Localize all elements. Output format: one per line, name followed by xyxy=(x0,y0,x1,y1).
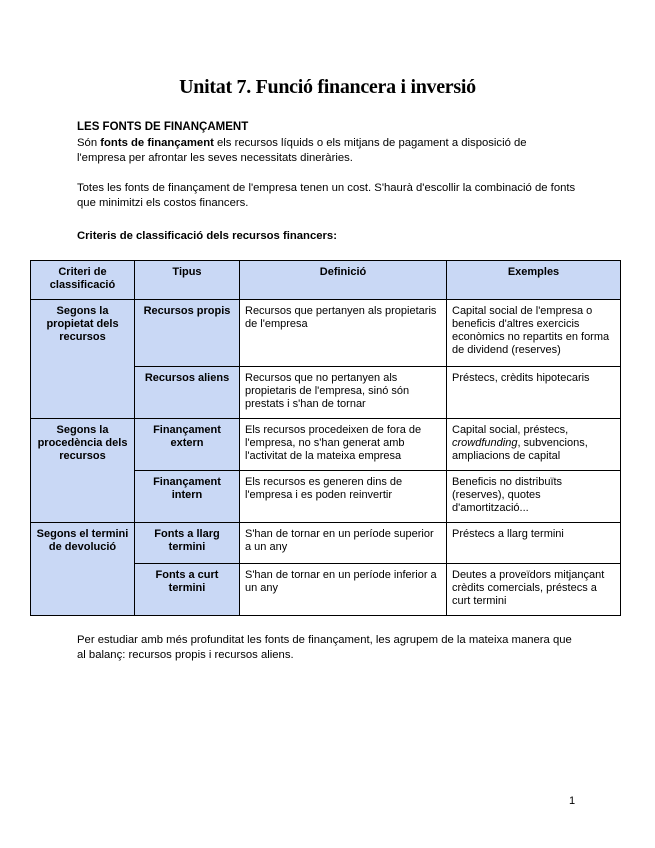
page-number: 1 xyxy=(569,795,576,807)
intro-bold-term: fonts de finançament xyxy=(100,137,214,149)
header-examples: Exemples xyxy=(447,261,621,300)
page-title: Unitat 7. Funció financera i inversió xyxy=(179,76,476,98)
example-text-pre: Capital social, préstecs, xyxy=(452,423,569,436)
definition-cell: Recursos que no pertanyen als propietaris de l'empresa, sinó són prestats i s'han de tornar xyxy=(240,366,447,418)
example-cell: Beneficis no distribuïts (reserves), quotes d'amortització... xyxy=(447,471,621,523)
closing-paragraph: Per estudiar amb més profunditat les fonts de finançament, les agrupem de la mateixa manera que al balanç: recursos propis i recursos aliens. xyxy=(77,634,572,661)
definition-cell: Els recursos es generen dins de l'empresa i es poden reinvertir xyxy=(240,471,447,523)
intro-paragraph xyxy=(77,136,577,166)
example-cell xyxy=(447,418,621,470)
definition-cell: S'han de tornar en un període inferior a un any xyxy=(240,563,447,615)
criterion-term: Segons el termini de devolució xyxy=(31,523,135,616)
example-cell: Deutes a proveïdors mitjançant crèdits comercials, préstecs a curt termini xyxy=(447,563,621,615)
type-cell: Fonts a curt termini xyxy=(135,563,240,615)
criteria-heading: Criteris de classificació dels recursos financers: xyxy=(77,230,337,242)
table-row xyxy=(31,418,621,470)
header-type: Tipus xyxy=(135,261,240,300)
example-text-post: , subvencions, ampliacions de capital xyxy=(452,436,588,462)
classification-table xyxy=(30,260,621,616)
type-cell: Finançament extern xyxy=(135,418,240,470)
header-definition: Definició xyxy=(240,261,447,300)
definition-cell: Els recursos procedeixen de fora de l'empresa, no s'han generat amb l'activitat de la mateixa empresa xyxy=(240,418,447,470)
table-row xyxy=(31,300,621,366)
example-cell: Préstecs, crèdits hipotecaris xyxy=(447,366,621,418)
type-cell: Recursos aliens xyxy=(135,366,240,418)
header-criteria: Criteri de classificació xyxy=(31,261,135,300)
section-heading: LES FONTS DE FINANÇAMENT xyxy=(77,121,249,133)
table-row xyxy=(31,523,621,563)
type-cell: Fonts a llarg termini xyxy=(135,523,240,563)
cost-paragraph: Totes les fonts de finançament de l'empresa tenen un cost. S'haurà d'escollir la combinació de fonts que minimitzi els costos financers. xyxy=(77,182,576,209)
intro-prefix: Són xyxy=(77,137,101,149)
example-cell: Préstecs a llarg termini xyxy=(447,523,621,563)
definition-cell: S'han de tornar en un període superior a un any xyxy=(240,523,447,563)
example-text-italic: crowdfunding xyxy=(452,436,518,449)
criterion-ownership: Segons la propietat dels recursos xyxy=(31,300,135,419)
type-cell: Recursos propis xyxy=(135,300,240,366)
example-cell: Capital social de l'empresa o beneficis d'altres exercicis econòmics no repartits en forma de dividend (reserves) xyxy=(447,300,621,366)
intro-suffix: els recursos líquids o els mitjans de pagament a disposició de l'empresa per afrontar les seves necessitats dineràries. xyxy=(77,137,527,164)
criterion-origin: Segons la procedència dels recursos xyxy=(31,418,135,523)
type-cell: Finançament intern xyxy=(135,471,240,523)
table-header-row xyxy=(31,261,621,300)
definition-cell: Recursos que pertanyen als propietaris de l'empresa xyxy=(240,300,447,366)
